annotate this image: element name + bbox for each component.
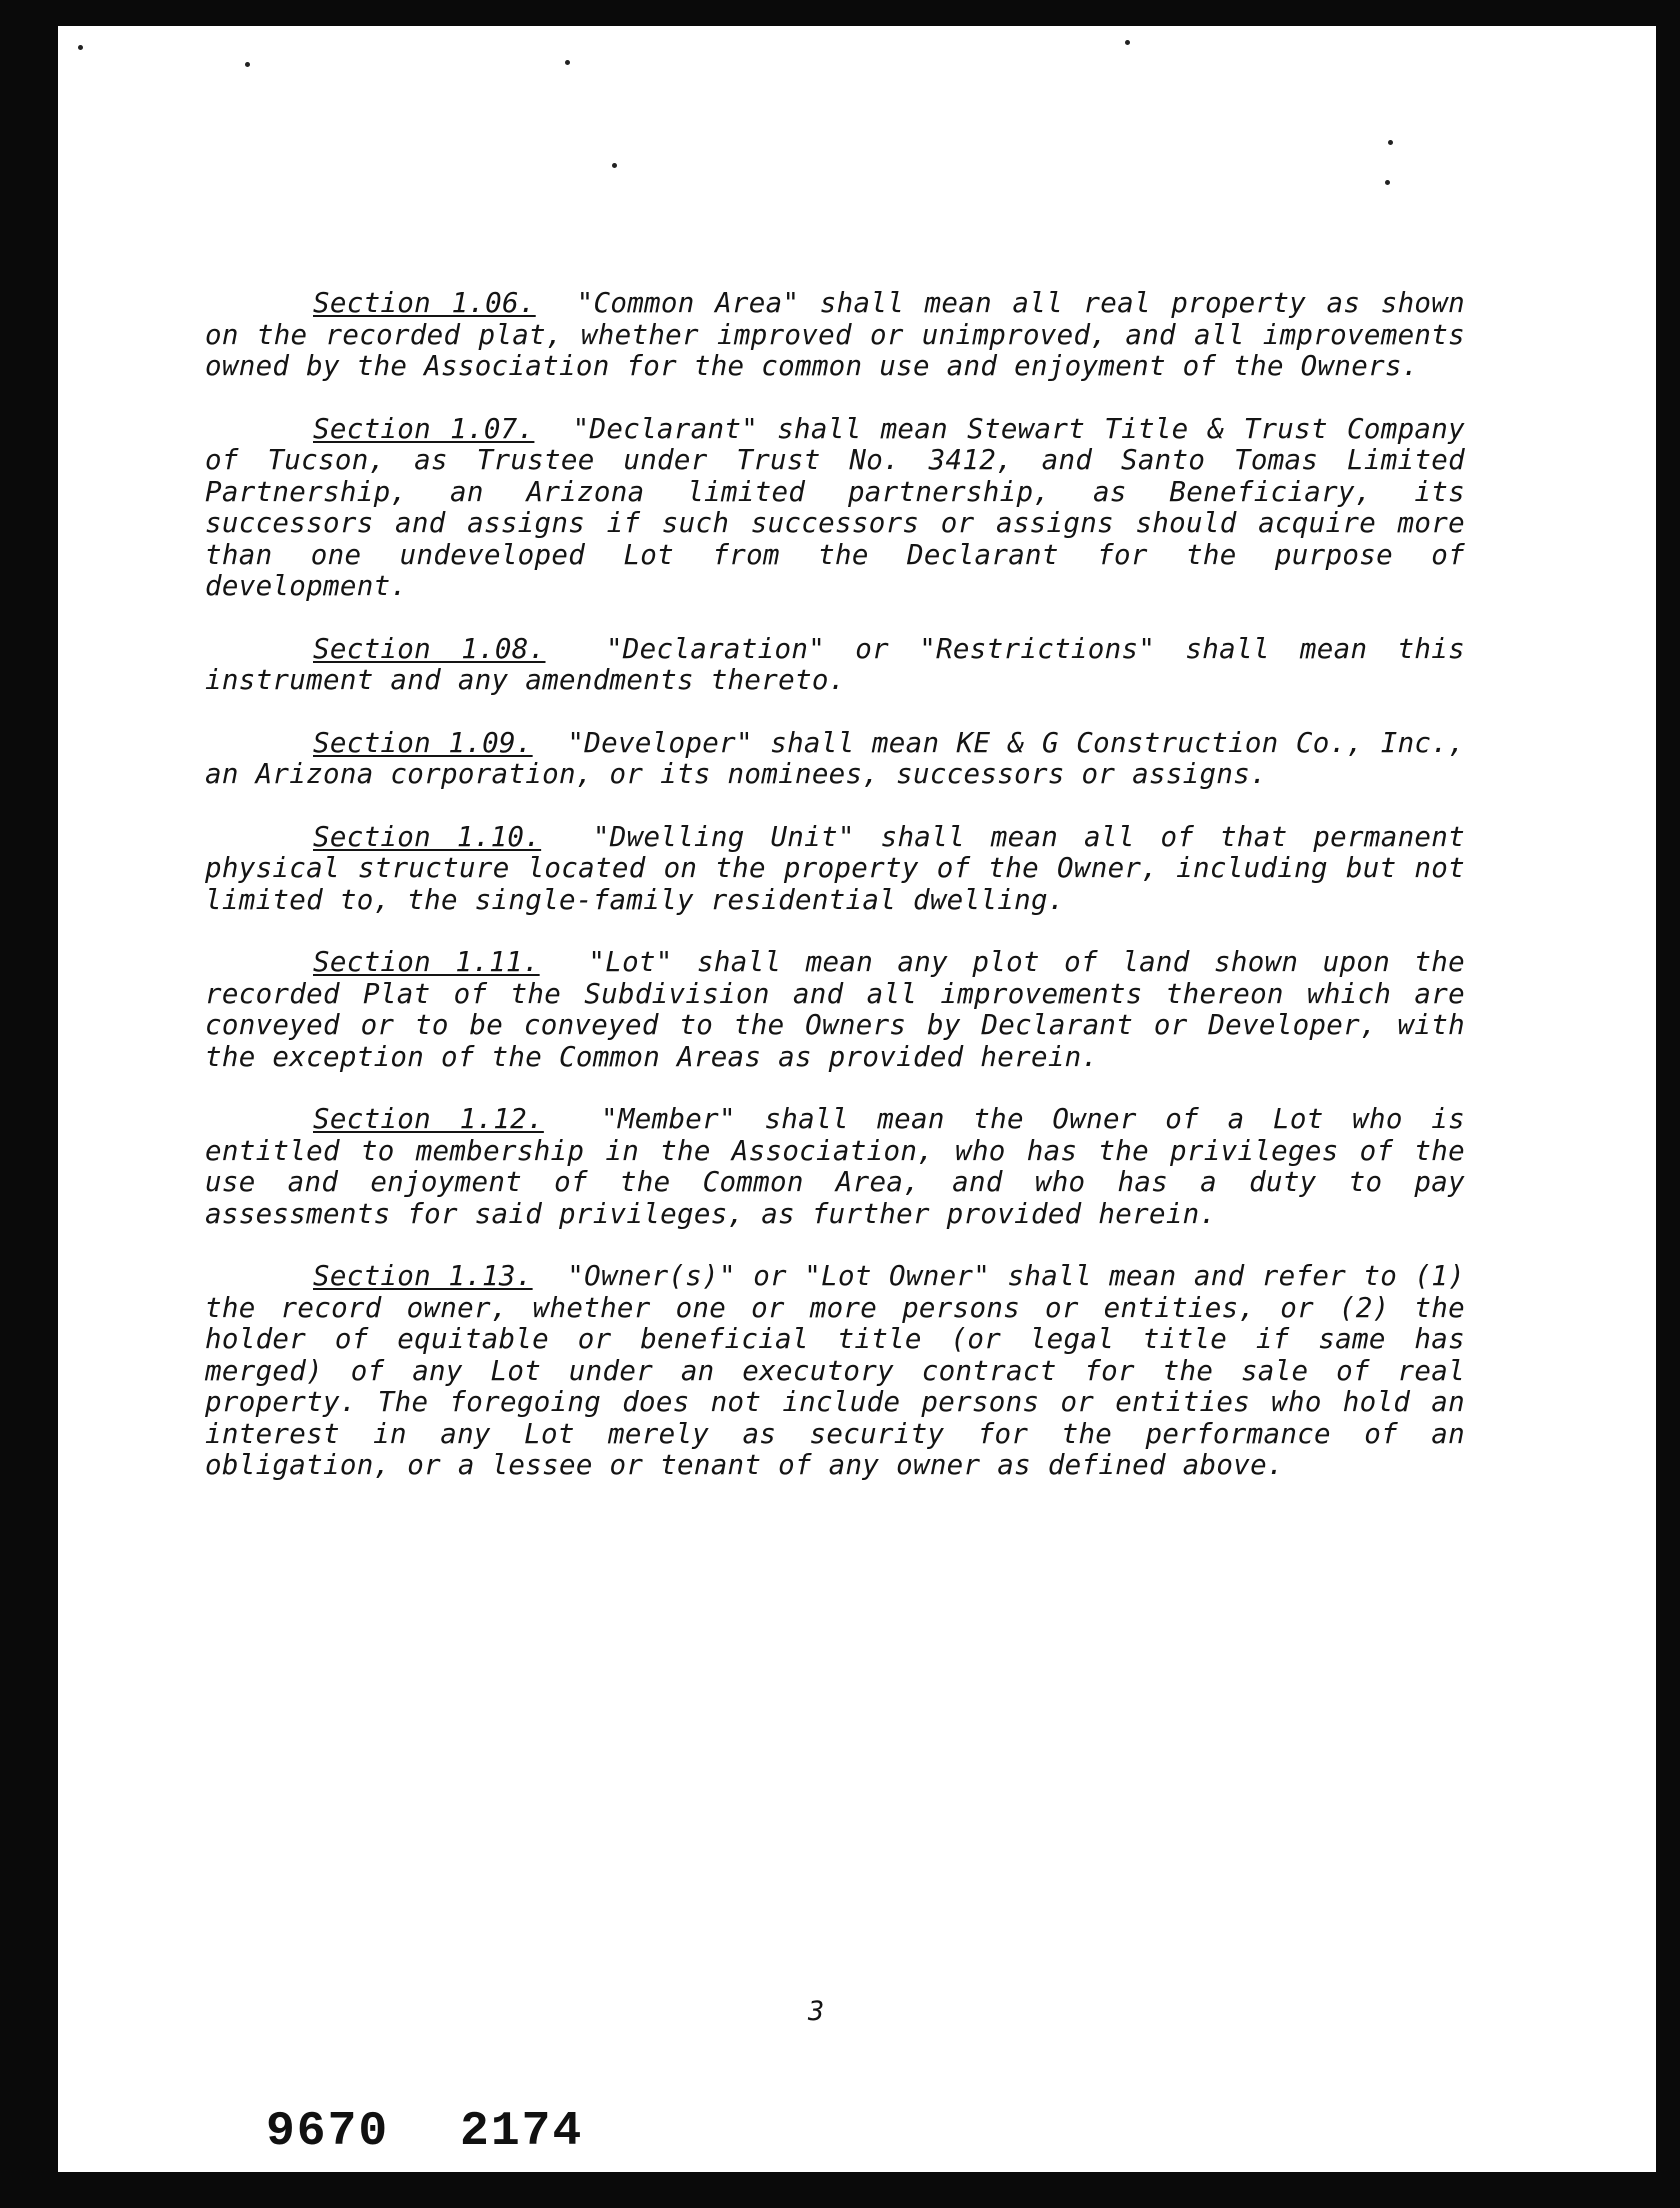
scan-border-bottom <box>0 2172 1680 2208</box>
section-1-12 <box>205 1104 1465 1230</box>
section-label: Section 1.08. <box>313 632 546 665</box>
section-text: "Owner(s)" or "Lot Owner" shall mean and refer to (1) the record owner, whether one or more persons or entities, or (2) the holder of equitable or beneficial title (or legal title if same has merged) of any Lot under an executory contract for the sale of real property. The foregoing does not include persons or entities who hold an interest in any Lot merely as security for the performance of an obligation, or a lessee or tenant of any owner as defined above. <box>205 1260 1465 1481</box>
section-label: Section 1.09. <box>313 726 533 759</box>
scan-speck <box>1385 180 1390 185</box>
scan-speck <box>612 163 617 168</box>
section-1-06 <box>205 288 1465 383</box>
scan-speck <box>1125 40 1130 45</box>
page-number: 3 <box>808 1996 825 2027</box>
section-text: "Common Area" shall mean all real property as shown on the recorded plat, whether improved or unimproved, and all improvements owned by the Association for the common use and enjoyment of the Owners. <box>205 287 1465 382</box>
scan-border-top <box>0 0 1680 26</box>
section-1-10 <box>205 822 1465 917</box>
section-label: Section 1.13. <box>313 1260 533 1292</box>
section-1-13 <box>205 1261 1465 1482</box>
section-text: "Lot" shall mean any plot of land shown upon the recorded Plat of the Subdivision and all improvements thereon which are conveyed or to be conveyed to the Owners by Declarant or Developer, with the exception of the Common Areas as provided herein. <box>205 946 1465 1073</box>
section-text: "Member" shall mean the Owner of a Lot who is entitled to membership in the Association, who has the privileges of the use and enjoyment of the Common Area, and who has a duty to pay assessments for said privileges, as further provided herein. <box>205 1103 1465 1230</box>
section-label: Section 1.12. <box>313 1103 544 1135</box>
scan-border-left <box>0 0 58 2208</box>
scan-speck <box>1388 140 1393 145</box>
section-text: "Dwelling Unit" shall mean all of that permanent physical structure located on the property of the Owner, including but not limited to, the single-family residential dwelling. <box>205 820 1466 916</box>
section-label: Section 1.07. <box>313 412 535 445</box>
document-id-stamp: 9670 2174 <box>266 2105 584 2159</box>
section-1-08 <box>205 634 1465 697</box>
scan-speck <box>245 62 250 67</box>
section-label: Section 1.06. <box>313 287 536 319</box>
scan-speck <box>78 45 83 50</box>
section-1-11 <box>205 947 1465 1073</box>
scan-border-right <box>1656 0 1680 2208</box>
section-label: Section 1.10. <box>313 820 542 853</box>
section-1-09 <box>205 728 1465 791</box>
section-text: "Declarant" shall mean Stewart Title & Trust Company of Tucson, as Trustee under Trust No. 3412, and Santo Tomas Limited Partnership, an Arizona limited partnership, as Beneficiary, its successors and assigns if such successors or assigns should acquire more than one undeveloped Lot from the Declarant for the purpose of development. <box>205 412 1465 602</box>
section-1-07 <box>205 414 1465 603</box>
document-body <box>205 288 1465 1513</box>
section-text: "Declaration" or "Restrictions" shall mean this instrument and any amendments thereto. <box>205 632 1465 696</box>
scan-speck <box>565 60 570 65</box>
section-text: "Developer" shall mean KE & G Construction Co., Inc., an Arizona corporation, or its nominees, successors or assigns. <box>205 726 1465 790</box>
section-label: Section 1.11. <box>313 946 540 978</box>
